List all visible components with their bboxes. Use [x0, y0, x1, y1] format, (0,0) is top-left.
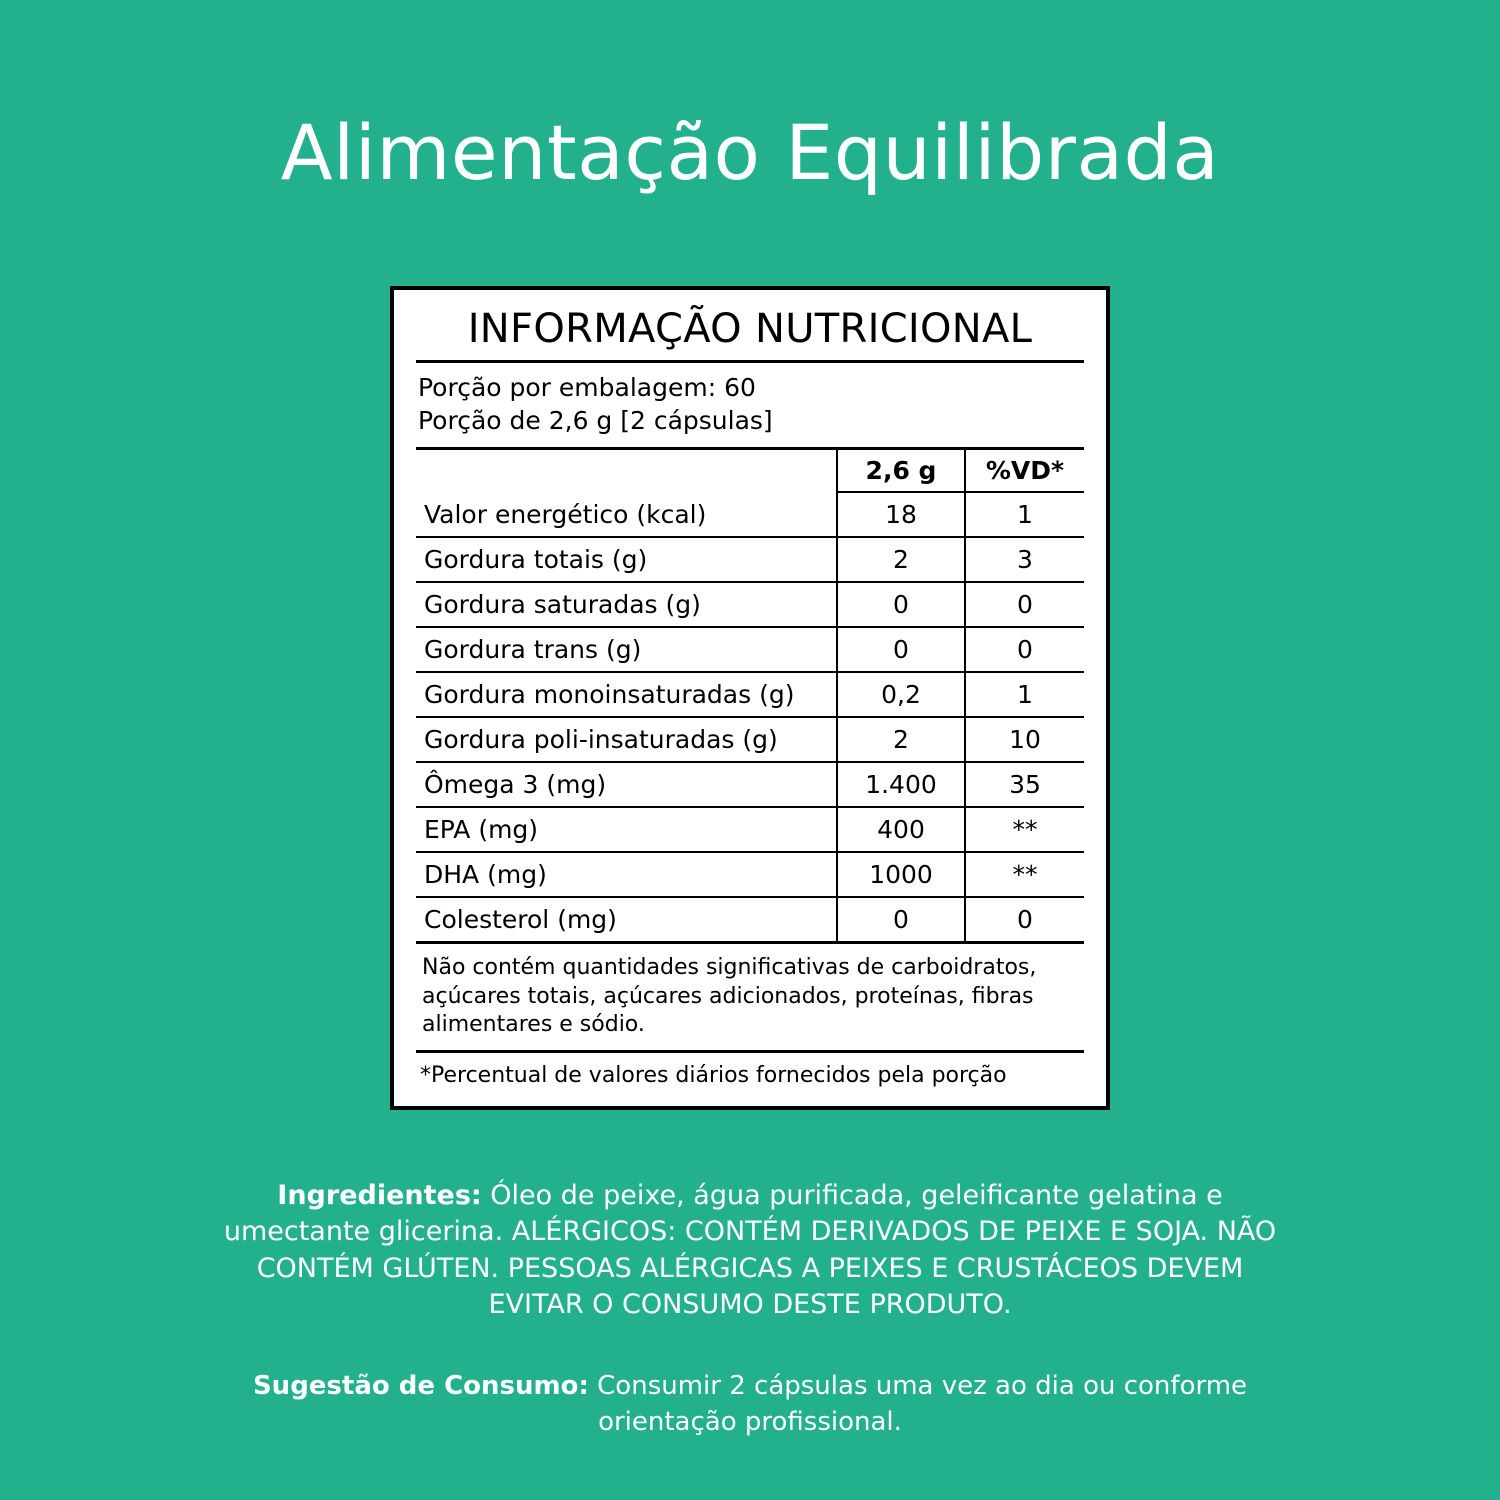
- table-row: [416, 807, 1084, 852]
- nutrient-amount: 0: [837, 582, 965, 627]
- usage-label: Sugestão de Consumo:: [252, 1371, 589, 1401]
- table-row: [416, 582, 1084, 627]
- nutrient-dv: 0: [965, 627, 1084, 672]
- nutrient-name: DHA (mg): [416, 852, 837, 897]
- nutrient-dv: 10: [965, 717, 1084, 762]
- nutrient-amount: 0: [837, 897, 965, 943]
- nutrient-amount: 1.400: [837, 762, 965, 807]
- table-row: [416, 852, 1084, 897]
- nutrient-amount: 18: [837, 492, 965, 537]
- column-header-amount: 2,6 g: [837, 449, 965, 493]
- nutrient-dv: 0: [965, 897, 1084, 943]
- nutrient-dv: **: [965, 852, 1084, 897]
- serving-size: Porção de 2,6 g [2 cápsulas]: [418, 406, 773, 435]
- ingredients-text: Óleo de peixe, água purificada, geleificante gelatina e umectante glicerina. ALÉRGICOS: CONTÉM DERIVADOS DE PEIXE E SOJA. NÃO CONTÉM GLÚTEN. PESSOAS ALÉRGICAS A PEIXES E CRUSTÁCEOS DEVEM EVITAR O CONSUMO DESTE PRODUTO.: [223, 1180, 1277, 1321]
- nutrient-name: Gordura monoinsaturadas (g): [416, 672, 837, 717]
- nutrient-amount: 0: [837, 627, 965, 672]
- ingredients-block: [215, 1178, 1285, 1324]
- nutrient-dv: 1: [965, 492, 1084, 537]
- servings-per-package: Porção por embalagem: 60: [418, 373, 756, 402]
- nutrient-amount: 1000: [837, 852, 965, 897]
- page-title: Alimentação Equilibrada: [280, 108, 1220, 197]
- column-header-nutrient: [416, 449, 837, 493]
- table-row: [416, 537, 1084, 582]
- nutrient-dv: 0: [965, 582, 1084, 627]
- nutrition-facts-panel: [390, 286, 1110, 1110]
- nutrient-name: Gordura saturadas (g): [416, 582, 837, 627]
- daily-value-footnote: *Percentual de valores diários fornecidos pela porção: [420, 1062, 1007, 1088]
- usage-suggestion-block: [250, 1368, 1250, 1441]
- nutrient-dv: **: [965, 807, 1084, 852]
- nutrient-name: EPA (mg): [416, 807, 837, 852]
- table-row: [416, 717, 1084, 762]
- insignificant-amounts-note: Não contém quantidades significativas de carboidratos, açúcares totais, açúcares adicionados, proteínas, fibras alimentares e sódio.: [416, 944, 1084, 1053]
- nutrient-amount: 0,2: [837, 672, 965, 717]
- nutrient-amount: 2: [837, 717, 965, 762]
- usage-text: Consumir 2 cápsulas uma vez ao dia ou conforme orientação profissional.: [588, 1371, 1248, 1438]
- table-row: [416, 492, 1084, 537]
- nutrient-name: Valor energético (kcal): [416, 492, 837, 537]
- nutrient-dv: 3: [965, 537, 1084, 582]
- table-row: [416, 897, 1084, 943]
- table-header-row: [416, 449, 1084, 493]
- table-row: [416, 627, 1084, 672]
- serving-info: [416, 363, 1084, 447]
- nutrient-dv: 35: [965, 762, 1084, 807]
- nutrient-dv: 1: [965, 672, 1084, 717]
- nutrition-table: [416, 447, 1084, 944]
- nutrient-name: Gordura poli-insaturadas (g): [416, 717, 837, 762]
- nutrient-name: Gordura totais (g): [416, 537, 837, 582]
- nutrition-panel-title: INFORMAÇÃO NUTRICIONAL: [467, 306, 1033, 352]
- nutrient-name: Colesterol (mg): [416, 897, 837, 943]
- nutrient-name: Ômega 3 (mg): [416, 762, 837, 807]
- table-row: [416, 672, 1084, 717]
- ingredients-label: Ingredientes:: [277, 1180, 482, 1211]
- column-header-dv: %VD*: [965, 449, 1084, 493]
- nutrient-amount: 400: [837, 807, 965, 852]
- nutrient-name: Gordura trans (g): [416, 627, 837, 672]
- table-row: [416, 762, 1084, 807]
- nutrient-amount: 2: [837, 537, 965, 582]
